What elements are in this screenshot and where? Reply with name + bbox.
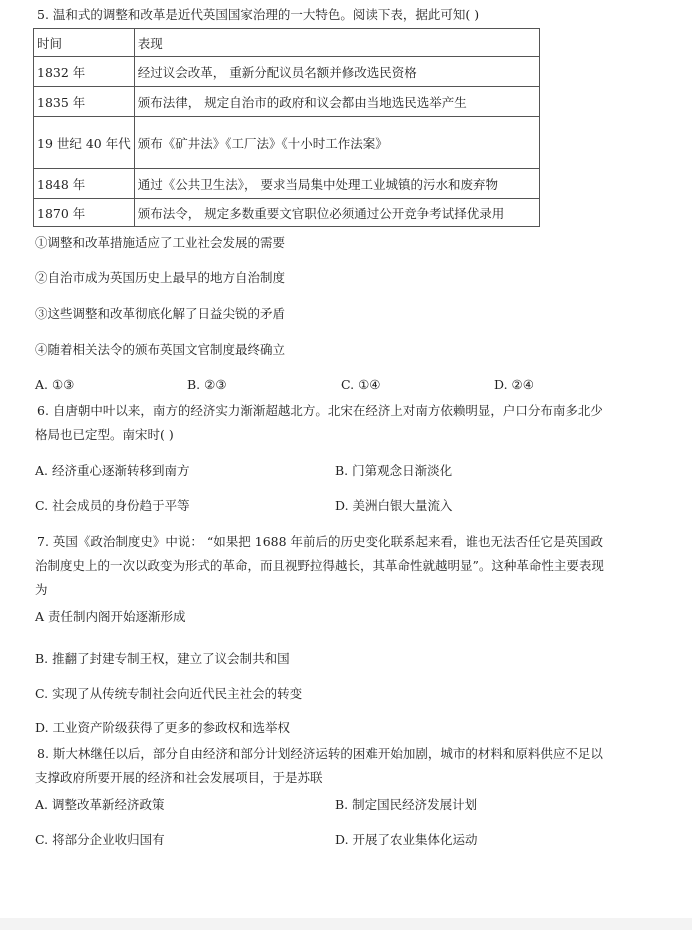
q6-option-c[interactable]: C. 社会成员的身份趋于平等 xyxy=(35,498,190,513)
q5-option-b[interactable]: B. ②③ xyxy=(187,377,227,392)
q8-option-c[interactable]: C. 将部分企业收归国有 xyxy=(35,832,165,847)
q5-statement-1: ①调整和改革措施适应了工业社会发展的需要 xyxy=(35,235,286,250)
q7-stem-line-3: 为 xyxy=(35,582,48,597)
table-cell-time: 1835 年 xyxy=(34,87,135,117)
q8-stem-line-2: 支撑政府所要开展的经济和社会发展项目，于是苏联 xyxy=(35,770,323,785)
table-cell-detail: 颁布法律， 规定自治市的政府和议会都由当地选民选举产生 xyxy=(134,87,539,117)
page-bottom-edge xyxy=(0,918,692,930)
q5-option-a[interactable]: A. ①③ xyxy=(35,377,75,392)
q6-stem-line-1: 6. 自唐朝中叶以来，南方的经济实力渐渐超越北方。北宋在经济上对南方依赖明显，户口分布南多北少 xyxy=(37,403,603,418)
q6-option-a[interactable]: A. 经济重心逐渐转移到南方 xyxy=(35,463,190,478)
q6-option-d[interactable]: D. 美洲白银大量流入 xyxy=(335,498,453,513)
table-row xyxy=(34,199,540,227)
table-header-time: 时间 xyxy=(34,29,135,57)
table-cell-time: 1832 年 xyxy=(34,57,135,87)
q5-option-d[interactable]: D. ②④ xyxy=(494,377,534,392)
q7-option-a[interactable]: A 责任制内阁开始逐渐形成 xyxy=(35,609,186,624)
q5-table xyxy=(33,28,540,227)
table-cell-detail: 颁布法令， 规定多数重要文官职位必须通过公开竞争考试择优录用 xyxy=(134,199,539,227)
q5-option-c[interactable]: C. ①④ xyxy=(341,377,381,392)
table-row xyxy=(34,87,540,117)
q8-stem-line-1: 8. 斯大林继任以后，部分自由经济和部分计划经济运转的困难开始加剧，城市的材料和原料供应不足以 xyxy=(37,746,603,761)
q5-statement-2: ②自治市成为英国历史上最早的地方自治制度 xyxy=(35,270,286,285)
q5-stem: 5. 温和式的调整和改革是近代英国国家治理的一大特色。阅读下表，据此可知( ) xyxy=(37,7,480,22)
table-cell-time: 1870 年 xyxy=(34,199,135,227)
table-cell-detail: 通过《公共卫生法》， 要求当局集中处理工业城镇的污水和废弃物 xyxy=(134,169,539,199)
q5-statement-4: ④随着相关法令的颁布英国文官制度最终确立 xyxy=(35,342,286,357)
q6-stem-line-2: 格局也已定型。南宋时( ) xyxy=(35,427,174,442)
q8-option-d[interactable]: D. 开展了农业集体化运动 xyxy=(335,832,478,847)
q7-option-b[interactable]: B. 推翻了封建专制王权，建立了议会制共和国 xyxy=(35,651,290,666)
q7-option-d[interactable]: D. 工业资产阶级获得了更多的参政权和选举权 xyxy=(35,720,291,735)
table-cell-time: 1848 年 xyxy=(34,169,135,199)
q8-option-a[interactable]: A. 调整改革新经济政策 xyxy=(35,797,165,812)
table-row xyxy=(34,57,540,87)
table-row xyxy=(34,169,540,199)
table-cell-detail: 颁布《矿井法》《工厂法》《十小时工作法案》 xyxy=(134,117,539,169)
q7-stem-line-2: 治制度史上的一次以政变为形式的革命，而且视野拉得越长，其革命性就越明显”。这种革命性主要表现 xyxy=(35,558,604,573)
q7-stem-line-1: 7. 英国《政治制度史》中说： “如果把 1688 年前后的历史变化联系起来看，谁也无法否任它是英国政 xyxy=(37,534,604,549)
table-header-row xyxy=(34,29,540,57)
q5-statement-3: ③这些调整和改革彻底化解了日益尖锐的矛盾 xyxy=(35,306,286,321)
table-header-detail: 表现 xyxy=(134,29,539,57)
table-row xyxy=(34,117,540,169)
q7-option-c[interactable]: C. 实现了从传统专制社会向近代民主社会的转变 xyxy=(35,686,303,701)
q6-option-b[interactable]: B. 门第观念日渐淡化 xyxy=(335,463,453,478)
q8-option-b[interactable]: B. 制定国民经济发展计划 xyxy=(335,797,478,812)
table-cell-detail: 经过议会改革， 重新分配议员名额并修改选民资格 xyxy=(134,57,539,87)
table-cell-time: 19 世纪 40 年代 xyxy=(34,117,135,169)
